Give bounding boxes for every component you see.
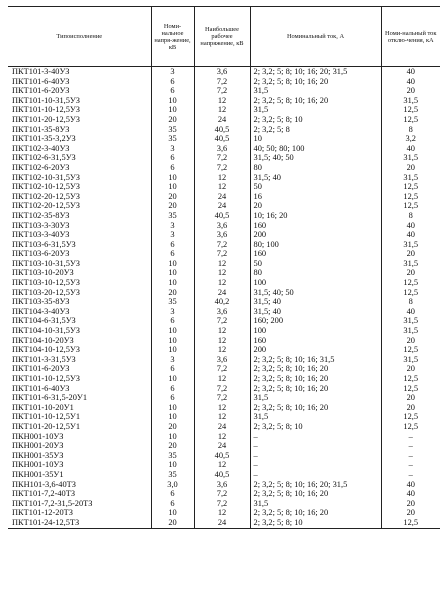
cell-nominal-current: 160; 200 bbox=[250, 316, 381, 326]
cell-nominal-current: 20 bbox=[250, 201, 381, 211]
cell-nominal-voltage: 10 bbox=[151, 432, 194, 442]
cell-max-voltage: 12 bbox=[194, 268, 250, 278]
cell-type: ПКТ104-10-31,5УЗ bbox=[12, 326, 80, 336]
cell-nominal-current: 31,5 bbox=[250, 86, 381, 96]
cell-type: ПКН101-3,6-40ТЗ bbox=[12, 479, 76, 489]
cell-nominal-current: 2; 3,2; 5; 8; 10; 16; 20; 31,5 bbox=[250, 67, 381, 77]
cell-max-voltage: 24 bbox=[194, 422, 250, 432]
cell-nominal-voltage: 10 bbox=[151, 268, 194, 278]
table-row bbox=[8, 460, 440, 470]
cell-breaking-current: 40 bbox=[381, 77, 440, 87]
cell-type: ПКТ102-35-8УЗ bbox=[12, 210, 70, 220]
cell-nominal-voltage: 6 bbox=[151, 316, 194, 326]
cell-max-voltage: 3,6 bbox=[194, 355, 250, 365]
cell-nominal-voltage: 3 bbox=[151, 221, 194, 231]
cell-nominal-voltage: 20 bbox=[151, 518, 194, 528]
cell-nominal-voltage: 6 bbox=[151, 163, 194, 173]
cell-max-voltage: 7,2 bbox=[194, 384, 250, 394]
cell-max-voltage: 12 bbox=[194, 326, 250, 336]
cell-type: ПКТ101-12-20ТЗ bbox=[12, 508, 73, 518]
cell-nominal-voltage: 10 bbox=[151, 403, 194, 413]
cell-breaking-current: 12,5 bbox=[381, 105, 440, 115]
cell-nominal-current: 2; 3,2; 5; 8; 10; 16; 20 bbox=[250, 489, 381, 499]
table-row bbox=[8, 422, 440, 432]
cell-max-voltage: 7,2 bbox=[194, 364, 250, 374]
cell-nominal-current: 50 bbox=[250, 182, 381, 192]
cell-breaking-current: 12,5 bbox=[381, 288, 440, 298]
header-row bbox=[8, 7, 440, 67]
header-max-voltage: Наибольшее рабочее напряжение, кВ bbox=[194, 7, 250, 67]
cell-max-voltage: 12 bbox=[194, 403, 250, 413]
cell-nominal-current: – bbox=[250, 432, 381, 442]
cell-nominal-voltage: 10 bbox=[151, 374, 194, 384]
table-row bbox=[8, 364, 440, 374]
cell-breaking-current: 12,5 bbox=[381, 518, 440, 528]
cell-type: ПКТ101-20-12,5УЗ bbox=[12, 114, 80, 124]
cell-nominal-current: – bbox=[250, 470, 381, 480]
cell-nominal-voltage: 6 bbox=[151, 499, 194, 509]
cell-breaking-current: 31,5 bbox=[381, 240, 440, 250]
cell-nominal-current: 2; 3,2; 5; 8; 10; 16; 20 bbox=[250, 96, 381, 106]
cell-nominal-current: 31,5 bbox=[250, 499, 381, 509]
table-row bbox=[8, 470, 440, 480]
cell-nominal-current: 31,5; 40 bbox=[250, 173, 381, 183]
cell-nominal-current: 200 bbox=[250, 345, 381, 355]
cell-breaking-current: 12,5 bbox=[381, 201, 440, 211]
cell-nominal-current: 50 bbox=[250, 259, 381, 269]
table-row bbox=[8, 125, 440, 135]
cell-type: ПКН001-10УЗ bbox=[12, 431, 64, 441]
cell-max-voltage: 24 bbox=[194, 192, 250, 202]
cell-type: ПКТ101-10-12,5УЗ bbox=[12, 105, 80, 115]
table-row bbox=[8, 432, 440, 442]
cell-nominal-current: 80; 100 bbox=[250, 240, 381, 250]
cell-max-voltage: 24 bbox=[194, 115, 250, 125]
cell-type: ПКТ103-20-12,5УЗ bbox=[12, 287, 80, 297]
cell-nominal-voltage: 35 bbox=[151, 134, 194, 144]
cell-breaking-current: 31,5 bbox=[381, 316, 440, 326]
cell-type: ПКТ101-35-3,2УЗ bbox=[12, 134, 76, 144]
cell-max-voltage: 7,2 bbox=[194, 86, 250, 96]
cell-breaking-current: 3,2 bbox=[381, 134, 440, 144]
cell-nominal-current: 2; 3,2; 5; 8; 10; 16; 20 bbox=[250, 364, 381, 374]
table-row bbox=[8, 249, 440, 259]
cell-max-voltage: 7,2 bbox=[194, 249, 250, 259]
cell-nominal-current: 160 bbox=[250, 221, 381, 231]
cell-max-voltage: 3,6 bbox=[194, 144, 250, 154]
cell-max-voltage: 3,6 bbox=[194, 307, 250, 317]
cell-type: ПКТ103-6-20УЗ bbox=[12, 249, 70, 259]
cell-nominal-current: 31,5; 40; 50 bbox=[250, 153, 381, 163]
cell-max-voltage: 7,2 bbox=[194, 316, 250, 326]
cell-nominal-current: 10; 16; 20 bbox=[250, 211, 381, 221]
table-row bbox=[8, 221, 440, 231]
cell-type: ПКТ101-6-20УЗ bbox=[12, 364, 70, 374]
cell-breaking-current: – bbox=[381, 460, 440, 470]
table-row bbox=[8, 297, 440, 307]
cell-nominal-voltage: 6 bbox=[151, 364, 194, 374]
cell-breaking-current: 31,5 bbox=[381, 153, 440, 163]
cell-nominal-voltage: 3,0 bbox=[151, 480, 194, 490]
cell-breaking-current: 12,5 bbox=[381, 278, 440, 288]
cell-type: ПКТ103-3-30УЗ bbox=[12, 220, 70, 230]
cell-type: ПКТ104-3-40УЗ bbox=[12, 306, 70, 316]
cell-type: ПКТ103-10-12,5УЗ bbox=[12, 278, 80, 288]
cell-breaking-current: – bbox=[381, 432, 440, 442]
cell-nominal-current: 2; 3,2; 5; 8; 10; 16; 20; 31,5 bbox=[250, 480, 381, 490]
cell-nominal-current: 2; 3,2; 5; 8; 10; 16; 20 bbox=[250, 508, 381, 518]
cell-type: ПКТ102-3-40УЗ bbox=[12, 143, 70, 153]
cell-max-voltage: 12 bbox=[194, 278, 250, 288]
cell-breaking-current: 12,5 bbox=[381, 384, 440, 394]
table-row bbox=[8, 268, 440, 278]
cell-nominal-voltage: 20 bbox=[151, 288, 194, 298]
table-row bbox=[8, 182, 440, 192]
cell-nominal-voltage: 10 bbox=[151, 259, 194, 269]
cell-nominal-voltage: 10 bbox=[151, 96, 194, 106]
table-row bbox=[8, 412, 440, 422]
cell-nominal-voltage: 6 bbox=[151, 384, 194, 394]
cell-breaking-current: 8 bbox=[381, 211, 440, 221]
cell-nominal-current: 2; 3,2; 5; 8 bbox=[250, 125, 381, 135]
cell-breaking-current: 12,5 bbox=[381, 182, 440, 192]
cell-nominal-voltage: 10 bbox=[151, 105, 194, 115]
cell-type: ПКТ101-7,2-40ТЗ bbox=[12, 489, 76, 499]
cell-type: ПКТ101-35-8УЗ bbox=[12, 124, 70, 134]
cell-type: ПКТ102-6-31,5УЗ bbox=[12, 153, 76, 163]
header-nominal-current: Номинальный ток, А bbox=[250, 7, 381, 67]
cell-nominal-current: 2; 3,2; 5; 8; 10 bbox=[250, 115, 381, 125]
table-row bbox=[8, 518, 440, 528]
cell-nominal-voltage: 6 bbox=[151, 240, 194, 250]
cell-nominal-voltage: 6 bbox=[151, 86, 194, 96]
table-row bbox=[8, 153, 440, 163]
table-row bbox=[8, 336, 440, 346]
cell-nominal-voltage: 20 bbox=[151, 201, 194, 211]
cell-type: ПКТ101-20-12,5У1 bbox=[12, 421, 81, 431]
cell-type: ПКТ103-35-8УЗ bbox=[12, 297, 70, 307]
table-row bbox=[8, 144, 440, 154]
cell-nominal-current: – bbox=[250, 441, 381, 451]
header-breaking-current: Номи-нальный ток отклю-чения, кА bbox=[381, 7, 440, 67]
header-nominal-voltage: Номи-нальное напря-жение, кВ bbox=[151, 7, 194, 67]
cell-type: ПКТ101-10-20У1 bbox=[12, 402, 74, 412]
cell-type: ПКТ103-10-20УЗ bbox=[12, 268, 74, 278]
cell-type: ПКТ101-6-40УЗ bbox=[12, 76, 70, 86]
cell-type: ПКТ102-20-12,5УЗ bbox=[12, 191, 80, 201]
cell-breaking-current: 40 bbox=[381, 480, 440, 490]
cell-nominal-voltage: 35 bbox=[151, 297, 194, 307]
cell-type: ПКТ103-10-31,5УЗ bbox=[12, 258, 80, 268]
cell-nominal-current: 160 bbox=[250, 249, 381, 259]
cell-nominal-current: 100 bbox=[250, 278, 381, 288]
cell-nominal-current: 2; 3,2; 5; 8; 10; 16; 31,5 bbox=[250, 355, 381, 365]
cell-max-voltage: 3,6 bbox=[194, 230, 250, 240]
fuse-spec-table bbox=[8, 6, 440, 529]
cell-max-voltage: 12 bbox=[194, 432, 250, 442]
cell-type: ПКТ101-6-40УЗ bbox=[12, 383, 70, 393]
cell-type: ПКТ101-3-40УЗ bbox=[12, 67, 70, 76]
cell-nominal-voltage: 35 bbox=[151, 451, 194, 461]
cell-nominal-voltage: 6 bbox=[151, 77, 194, 87]
cell-breaking-current: 12,5 bbox=[381, 374, 440, 384]
cell-nominal-voltage: 6 bbox=[151, 249, 194, 259]
cell-type: ПКТ101-6-31,5-20У1 bbox=[12, 393, 88, 403]
cell-nominal-current: 2; 3,2; 5; 8; 10 bbox=[250, 422, 381, 432]
cell-type: ПКТ104-10-20УЗ bbox=[12, 335, 74, 345]
cell-nominal-voltage: 10 bbox=[151, 326, 194, 336]
cell-nominal-current: 2; 3,2; 5; 8; 10; 16; 20 bbox=[250, 384, 381, 394]
cell-max-voltage: 3,6 bbox=[194, 221, 250, 231]
cell-nominal-voltage: 35 bbox=[151, 211, 194, 221]
cell-type: ПКТ101-3-31,5УЗ bbox=[12, 354, 76, 364]
cell-breaking-current: 40 bbox=[381, 489, 440, 499]
cell-type: ПКТ103-6-31,5УЗ bbox=[12, 239, 76, 249]
cell-breaking-current: 20 bbox=[381, 364, 440, 374]
cell-max-voltage: 24 bbox=[194, 201, 250, 211]
cell-max-voltage: 12 bbox=[194, 96, 250, 106]
cell-breaking-current: 12,5 bbox=[381, 412, 440, 422]
cell-max-voltage: 12 bbox=[194, 173, 250, 183]
cell-nominal-current: – bbox=[250, 451, 381, 461]
cell-nominal-current: 2; 3,2; 5; 8; 10; 16; 20 bbox=[250, 77, 381, 87]
cell-nominal-current: 40; 50; 80; 100 bbox=[250, 144, 381, 154]
table-row bbox=[8, 105, 440, 115]
cell-breaking-current: 8 bbox=[381, 125, 440, 135]
cell-breaking-current: 12,5 bbox=[381, 422, 440, 432]
cell-nominal-current: 31,5 bbox=[250, 412, 381, 422]
cell-max-voltage: 7,2 bbox=[194, 499, 250, 509]
table-row bbox=[8, 489, 440, 499]
table-row bbox=[8, 278, 440, 288]
cell-max-voltage: 12 bbox=[194, 460, 250, 470]
cell-max-voltage: 12 bbox=[194, 412, 250, 422]
cell-max-voltage: 40,5 bbox=[194, 451, 250, 461]
cell-nominal-voltage: 3 bbox=[151, 144, 194, 154]
table-row bbox=[8, 259, 440, 269]
cell-nominal-voltage: 3 bbox=[151, 67, 194, 77]
cell-max-voltage: 40,5 bbox=[194, 125, 250, 135]
cell-nominal-voltage: 6 bbox=[151, 153, 194, 163]
cell-breaking-current: 20 bbox=[381, 499, 440, 509]
cell-max-voltage: 12 bbox=[194, 508, 250, 518]
table-row bbox=[8, 240, 440, 250]
cell-nominal-voltage: 35 bbox=[151, 470, 194, 480]
table-row bbox=[8, 77, 440, 87]
cell-max-voltage: 12 bbox=[194, 105, 250, 115]
cell-max-voltage: 3,6 bbox=[194, 480, 250, 490]
cell-max-voltage: 12 bbox=[194, 345, 250, 355]
table-row bbox=[8, 384, 440, 394]
cell-breaking-current: 12,5 bbox=[381, 115, 440, 125]
cell-type: ПКТ101-10-12,5У1 bbox=[12, 412, 81, 422]
cell-breaking-current: – bbox=[381, 441, 440, 451]
cell-breaking-current: 40 bbox=[381, 230, 440, 240]
table-row bbox=[8, 326, 440, 336]
table-row bbox=[8, 230, 440, 240]
cell-type: ПКТ102-10-12,5УЗ bbox=[12, 182, 80, 192]
cell-breaking-current: 8 bbox=[381, 297, 440, 307]
cell-nominal-current: 80 bbox=[250, 163, 381, 173]
cell-nominal-current: 31,5 bbox=[250, 105, 381, 115]
cell-type: ПКТ104-10-12,5УЗ bbox=[12, 345, 80, 355]
table-row bbox=[8, 451, 440, 461]
cell-breaking-current: – bbox=[381, 451, 440, 461]
cell-breaking-current: 12,5 bbox=[381, 192, 440, 202]
cell-max-voltage: 40,5 bbox=[194, 211, 250, 221]
cell-max-voltage: 3,6 bbox=[194, 67, 250, 77]
table-row bbox=[8, 115, 440, 125]
cell-type: ПКТ101-7,2-31,5-20ТЗ bbox=[12, 498, 93, 508]
table-row bbox=[8, 134, 440, 144]
cell-nominal-current: 31,5 bbox=[250, 393, 381, 403]
table-row bbox=[8, 211, 440, 221]
cell-type: ПКТ101-10-31,5УЗ bbox=[12, 95, 80, 105]
cell-max-voltage: 40,2 bbox=[194, 297, 250, 307]
cell-nominal-current: 200 bbox=[250, 230, 381, 240]
table-row bbox=[8, 288, 440, 298]
cell-max-voltage: 12 bbox=[194, 259, 250, 269]
cell-nominal-voltage: 10 bbox=[151, 182, 194, 192]
table-row bbox=[8, 499, 440, 509]
cell-nominal-voltage: 35 bbox=[151, 125, 194, 135]
cell-max-voltage: 24 bbox=[194, 518, 250, 528]
cell-nominal-current: 2; 3,2; 5; 8; 10; 16; 20 bbox=[250, 403, 381, 413]
cell-breaking-current: 20 bbox=[381, 508, 440, 518]
cell-max-voltage: 12 bbox=[194, 336, 250, 346]
cell-nominal-voltage: 3 bbox=[151, 355, 194, 365]
cell-nominal-voltage: 6 bbox=[151, 489, 194, 499]
cell-type: ПКТ102-6-20УЗ bbox=[12, 162, 70, 172]
cell-max-voltage: 40,5 bbox=[194, 134, 250, 144]
cell-type: ПКТ102-10-31,5УЗ bbox=[12, 172, 80, 182]
cell-breaking-current: 31,5 bbox=[381, 173, 440, 183]
cell-max-voltage: 7,2 bbox=[194, 489, 250, 499]
cell-breaking-current: 20 bbox=[381, 163, 440, 173]
cell-nominal-voltage: 3 bbox=[151, 230, 194, 240]
cell-nominal-voltage: 20 bbox=[151, 441, 194, 451]
cell-type: ПКН001-35УЗ bbox=[12, 450, 64, 460]
cell-nominal-current: – bbox=[250, 460, 381, 470]
cell-breaking-current: 40 bbox=[381, 67, 440, 77]
cell-nominal-voltage: 10 bbox=[151, 336, 194, 346]
table-row bbox=[8, 374, 440, 384]
cell-nominal-current: 31,5; 40; 50 bbox=[250, 288, 381, 298]
cell-nominal-current: 2; 3,2; 5; 8; 10; 16; 20 bbox=[250, 374, 381, 384]
cell-breaking-current: 40 bbox=[381, 144, 440, 154]
table-row bbox=[8, 307, 440, 317]
header-type: Типоисполнение bbox=[8, 7, 151, 67]
cell-breaking-current: 20 bbox=[381, 393, 440, 403]
table-row bbox=[8, 316, 440, 326]
cell-breaking-current: 40 bbox=[381, 221, 440, 231]
cell-nominal-voltage: 20 bbox=[151, 192, 194, 202]
cell-breaking-current: 31,5 bbox=[381, 326, 440, 336]
cell-nominal-current: 31,5; 40 bbox=[250, 297, 381, 307]
table-row bbox=[8, 508, 440, 518]
table-row bbox=[8, 480, 440, 490]
cell-max-voltage: 40,5 bbox=[194, 470, 250, 480]
cell-nominal-current: 160 bbox=[250, 336, 381, 346]
cell-max-voltage: 7,2 bbox=[194, 393, 250, 403]
cell-nominal-current: 80 bbox=[250, 268, 381, 278]
table-row bbox=[8, 173, 440, 183]
cell-nominal-voltage: 3 bbox=[151, 307, 194, 317]
cell-type: ПКТ103-3-40УЗ bbox=[12, 230, 70, 240]
cell-max-voltage: 24 bbox=[194, 441, 250, 451]
table-row bbox=[8, 355, 440, 365]
cell-max-voltage: 7,2 bbox=[194, 163, 250, 173]
table-row bbox=[8, 67, 440, 77]
cell-nominal-voltage: 10 bbox=[151, 278, 194, 288]
cell-type: ПКН001-10УЗ bbox=[12, 460, 64, 470]
cell-nominal-voltage: 10 bbox=[151, 508, 194, 518]
cell-breaking-current: 31,5 bbox=[381, 259, 440, 269]
cell-breaking-current: 20 bbox=[381, 268, 440, 278]
cell-nominal-current: 10 bbox=[250, 134, 381, 144]
cell-nominal-voltage: 10 bbox=[151, 173, 194, 183]
cell-nominal-voltage: 20 bbox=[151, 422, 194, 432]
cell-type: ПКН001-20УЗ bbox=[12, 441, 64, 451]
cell-nominal-current: 31,5; 40 bbox=[250, 307, 381, 317]
cell-breaking-current: 20 bbox=[381, 86, 440, 96]
cell-max-voltage: 7,2 bbox=[194, 153, 250, 163]
cell-type: ПКТ104-6-31,5УЗ bbox=[12, 316, 76, 326]
cell-nominal-voltage: 6 bbox=[151, 393, 194, 403]
cell-max-voltage: 12 bbox=[194, 182, 250, 192]
cell-breaking-current: 20 bbox=[381, 336, 440, 346]
cell-max-voltage: 7,2 bbox=[194, 77, 250, 87]
cell-max-voltage: 24 bbox=[194, 288, 250, 298]
cell-nominal-current: 2; 3,2; 5; 8; 10 bbox=[250, 518, 381, 528]
cell-nominal-voltage: 10 bbox=[151, 412, 194, 422]
cell-nominal-current: 16 bbox=[250, 192, 381, 202]
cell-type: ПКТ101-24-12,5ТЗ bbox=[8, 518, 151, 528]
cell-breaking-current: – bbox=[381, 470, 440, 480]
cell-nominal-voltage: 20 bbox=[151, 115, 194, 125]
table-row bbox=[8, 192, 440, 202]
cell-breaking-current: 12,5 bbox=[381, 345, 440, 355]
cell-nominal-voltage: 10 bbox=[151, 345, 194, 355]
cell-breaking-current: 20 bbox=[381, 249, 440, 259]
cell-breaking-current: 40 bbox=[381, 307, 440, 317]
cell-breaking-current: 31,5 bbox=[381, 96, 440, 106]
cell-nominal-current: 100 bbox=[250, 326, 381, 336]
cell-type: ПКТ102-20-12,5УЗ bbox=[12, 201, 80, 211]
table-row bbox=[8, 441, 440, 451]
table-row bbox=[8, 163, 440, 173]
cell-type: ПКТ101-6-20УЗ bbox=[12, 86, 70, 96]
cell-type: ПКТ101-10-12,5УЗ bbox=[12, 374, 80, 383]
cell-breaking-current: 31,5 bbox=[381, 355, 440, 365]
table-row bbox=[8, 403, 440, 413]
cell-nominal-voltage: 10 bbox=[151, 460, 194, 470]
cell-max-voltage: 7,2 bbox=[194, 240, 250, 250]
table-row bbox=[8, 201, 440, 211]
table-row bbox=[8, 393, 440, 403]
table-row bbox=[8, 96, 440, 106]
cell-max-voltage: 12 bbox=[194, 374, 250, 384]
cell-type: ПКН001-35У1 bbox=[12, 469, 64, 479]
table-row bbox=[8, 86, 440, 96]
cell-breaking-current: 20 bbox=[381, 403, 440, 413]
table-row bbox=[8, 345, 440, 355]
